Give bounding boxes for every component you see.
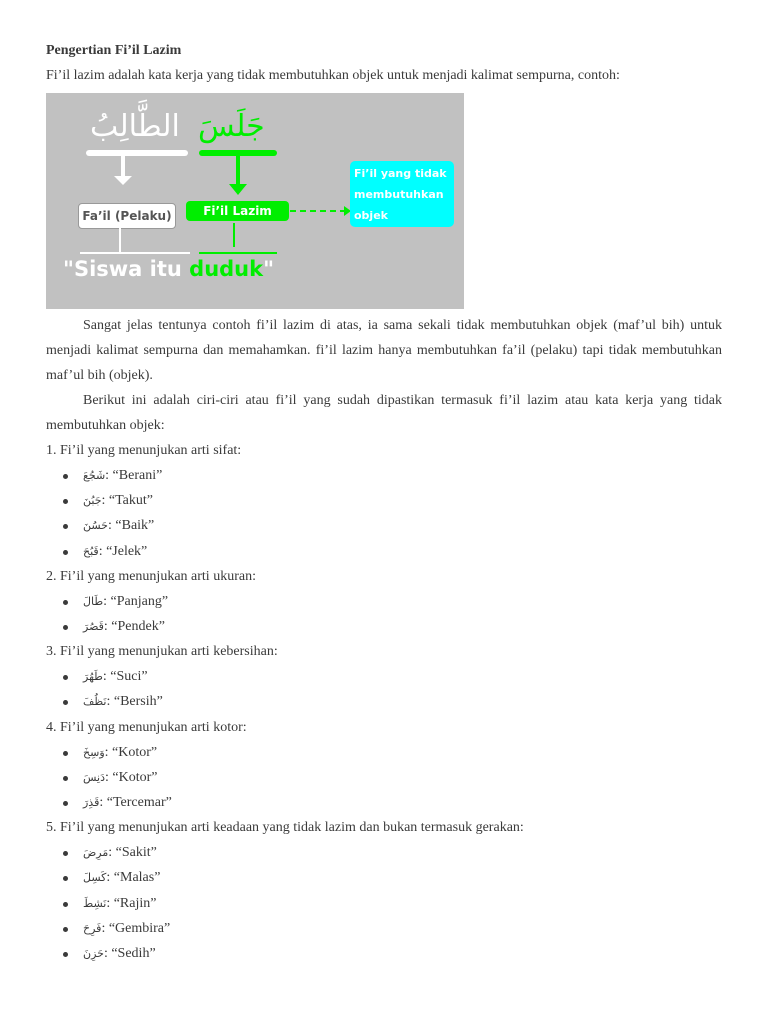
list-item [46,865,722,890]
word-meaning: : “Suci” [102,669,148,685]
arabic-word: وَسِخَ [83,745,105,759]
arabic-word: مَرِضَ [83,846,109,860]
list-item [46,513,722,538]
group-list [46,463,722,564]
arabic-word: فَرِحَ [83,921,102,935]
example-sentence [63,254,274,284]
list-item [46,589,722,614]
arabic-word: طَهُرَ [83,670,103,684]
group-list [46,740,722,816]
word-meaning: : “Bersih” [106,694,163,710]
group-heading: 3. Fi’il yang menunjukan arti kebersihan: [46,644,278,660]
word-meaning: : “Kotor” [104,744,158,760]
word-meaning: : “Panjang” [103,593,169,609]
subject-underline [86,150,188,156]
characteristics-list [46,438,722,966]
word-meaning: : “Malas” [106,870,161,886]
subject-arrow-head [114,176,132,185]
verb-arrow-stem [236,156,240,186]
subject-arrow-stem [121,156,125,178]
verb-arrow-head [229,184,247,195]
arabic-word: حَسُنَ [83,519,108,533]
subject-connector-line [119,228,121,252]
fiil-lazim-diagram [46,93,464,309]
list-item [46,840,722,865]
group-heading: 2. Fi’il yang menunjukan arti ukuran: [46,568,256,584]
sentence-start: "Siswa itu [63,257,190,281]
arabic-word: قَصُرَ [83,620,104,634]
group-heading: 1. Fi’il yang menunjukan arti sifat: [46,443,242,458]
word-meaning: : “Pendek” [103,619,165,635]
list-item [46,941,722,966]
word-meaning: : “Gembira” [101,920,171,936]
sentence-verb: duduk [189,257,264,281]
sentence-end: " [263,257,275,281]
arabic-word: قَبُحَ [83,544,99,558]
document-page [46,38,722,966]
arabic-word: كَسِلَ [83,871,107,885]
list-item [46,740,722,765]
page-title: Pengertian Fi’il Lazim [46,43,182,58]
arabic-word: قَذِرَ [83,796,100,810]
word-meaning: : “Berani” [105,468,163,483]
word-meaning: : “Sedih” [103,946,156,962]
list-item [46,488,722,513]
word-meaning: : “Baik” [108,518,155,534]
list-item [46,463,722,488]
arabic-word: حَزِنَ [83,947,104,961]
fail-label-box: Fa’il (Pelaku) [78,203,176,229]
verb-connector-line [233,223,235,247]
group-heading: 4. Fi’il yang menunjukan arti kotor: [46,719,247,735]
list-item [46,790,722,815]
arabic-subject: الطَّالِبُ [90,109,180,144]
list-item [46,916,722,941]
list-item [46,539,722,564]
group-list [46,589,722,639]
arabic-word: نَظُفَ [83,695,107,709]
arabic-verb: جَلَسَ [198,109,265,144]
dashed-connector [290,210,346,212]
word-meaning: : “Jelek” [98,543,148,559]
list-item [46,689,722,714]
word-meaning: : “Takut” [101,493,153,509]
paragraph-characteristics: Berikut ini adalah ciri-ciri atau fi’il yang sudah dipastikan termasuk fi’il lazim atau kata kerja yang tidak membutuhkan objek: [46,393,722,433]
arabic-word: دَنِسَ [83,770,105,784]
list-item [46,614,722,639]
group-list [46,664,722,714]
list-item [46,891,722,916]
arabic-word: جَبُنَ [83,494,102,508]
fiil-lazim-label-box: Fi’il Lazim [186,201,289,221]
word-meaning: : “Tercemar” [99,795,172,811]
arabic-word: نَشِطَ [83,896,107,910]
group-list [46,840,722,966]
word-meaning: : “Rajin” [106,895,157,911]
paragraph-explanation: Sangat jelas tentunya contoh fi’il lazim di atas, ia sama sekali tidak membutuhkan objek (maf’ul bih) untuk menjadi kalimat sempurna dan memahamkan. fi’il lazim hanya membutuhkan fa’il (pelaku) tapi tidak membutuhkan maf’ul bih (objek). [46,318,722,383]
list-item [46,765,722,790]
arabic-word: طَالَ [83,594,104,608]
list-item [46,664,722,689]
note-box: Fi’il yang tidak membutuhkan objek [350,161,454,227]
word-meaning: : “Kotor” [104,769,158,785]
intro-paragraph: Fi’il lazim adalah kata kerja yang tidak membutuhkan objek untuk menjadi kalimat sempurna, contoh: [46,68,620,83]
word-meaning: : “Sakit” [108,845,157,861]
group-heading: 5. Fi’il yang menunjukan arti keadaan yang tidak lazim dan bukan termasuk gerakan: [46,820,524,836]
arabic-word: شَجُعَ [83,469,106,482]
